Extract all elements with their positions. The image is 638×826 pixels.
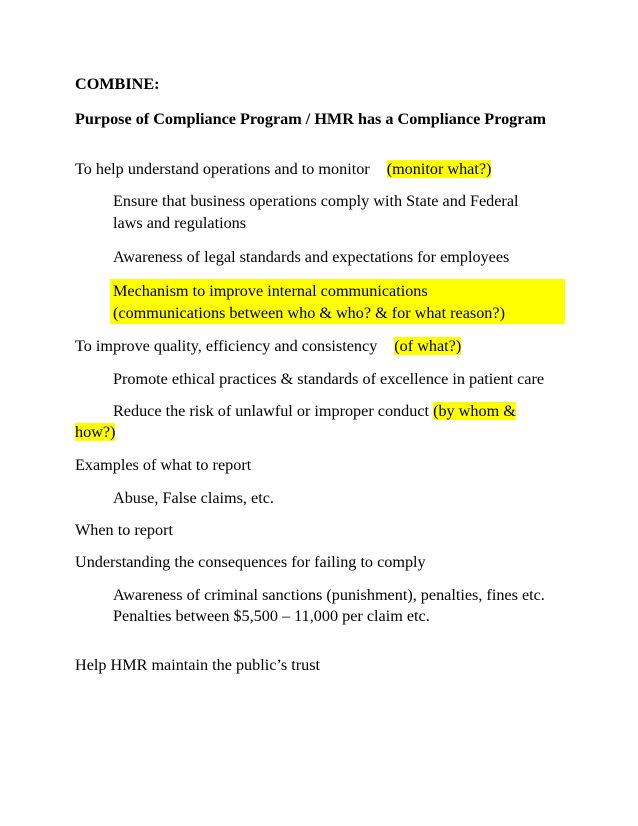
section-quality-note: (of what?) <box>394 337 462 355</box>
section-quality-text: To improve quality, efficiency and consistency <box>75 337 378 355</box>
item-examples: Abuse, False claims, etc. <box>113 489 274 507</box>
section-monitor-note: (monitor what?) <box>386 160 492 178</box>
item-reduce <box>113 400 516 422</box>
section-monitor-text: To help understand operations and to monitor <box>75 160 370 178</box>
section-when-title: When to report <box>75 521 173 539</box>
item-ensure-line2: laws and regulations <box>113 214 247 232</box>
item-promote: Promote ethical practices & standards of excellence in patient care <box>113 370 545 388</box>
item-reduce-note-part2: how?) <box>75 423 116 441</box>
item-consequences-line1: Awareness of criminal sanctions (punishment), penalties, fines etc. <box>113 586 545 604</box>
section-examples-title: Examples of what to report <box>75 456 252 474</box>
section-consequences-title: Understanding the consequences for failing to comply <box>75 553 426 571</box>
item-ensure-line1: Ensure that business operations comply with State and Federal <box>113 192 519 210</box>
item-reduce-wrap <box>75 421 115 443</box>
item-mechanism-line1: Mechanism to improve internal communications <box>113 282 428 300</box>
document-heading: COMBINE: <box>75 75 160 93</box>
section-trust-title: Help HMR maintain the public’s trust <box>75 656 321 674</box>
document-subheading: Purpose of Compliance Program / HMR has a Compliance Program <box>75 110 547 128</box>
section-quality-title <box>75 335 461 357</box>
item-reduce-note-part1: (by whom & <box>433 402 516 420</box>
item-reduce-text: Reduce the risk of unlawful or improper conduct <box>113 402 430 420</box>
item-awareness: Awareness of legal standards and expectations for employees <box>113 248 510 266</box>
item-consequences-line2: Penalties between $5,500 – 11,000 per claim etc. <box>113 607 430 625</box>
item-mechanism-line2: (communications between who & who? & for what reason?) <box>113 304 505 322</box>
section-monitor-title <box>75 158 491 180</box>
